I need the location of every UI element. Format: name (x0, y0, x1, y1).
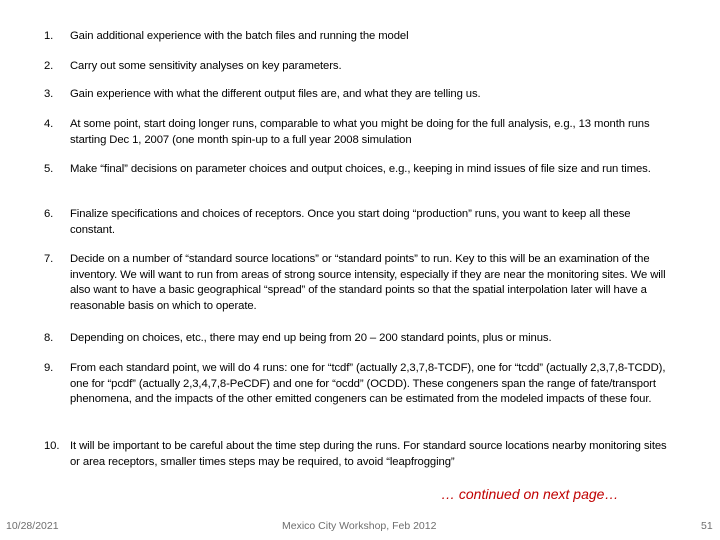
footer-title: Mexico City Workshop, Feb 2012 (282, 520, 437, 532)
item-number: 7. (44, 253, 54, 265)
item-number: 8. (44, 332, 54, 344)
item-text: Decide on a number of “standard source locations” or “standard points” to run. Key to this will be an examination of the inventory. We will want to run from areas of strong source intensity, especially if they are near the monitoring sites. We will also want to have a basic geographical “spread” of the standard points so that the spatial interpolation later will have a reasonable basis on which to operate. (70, 253, 666, 312)
item-text: Depending on choices, etc., there may end up being from 20 – 200 standard points, plus or minus. (70, 332, 552, 344)
item-number: 1. (44, 30, 54, 42)
item-number: 4. (44, 118, 54, 130)
item-number: 10. (44, 440, 60, 452)
item-number: 6. (44, 208, 54, 220)
item-number: 3. (44, 88, 54, 100)
item-number: 2. (44, 60, 54, 72)
continued-note: … continued on next page… (441, 486, 619, 502)
item-text: Gain experience with what the different output files are, and what they are telling us. (70, 88, 481, 100)
item-number: 9. (44, 362, 54, 374)
item-text: Gain additional experience with the batch files and running the model (70, 30, 409, 42)
item-text: Finalize specifications and choices of receptors. Once you start doing “production” runs, you want to keep all these constant. (70, 208, 631, 236)
item-number: 5. (44, 163, 54, 175)
item-text: From each standard point, we will do 4 runs: one for “tcdf” (actually 2,3,7,8-TCDF), one for “tcdd” (actually 2,3,7,8-TCDD), one for “pcdf” (actually 2,3,4,7,8-PeCDF) and one for “ocdd” (OCDD). These congeners span the range of fate/transport phenomena, and the impacts of the other emitted congeners can be estimated from the modeled impacts of these four. (70, 362, 666, 405)
footer-date: 10/28/2021 (6, 520, 59, 532)
item-text: At some point, start doing longer runs, comparable to what you might be doing for the full analysis, e.g., 13 month runs starting Dec 1, 2007 (one month spin-up to a full year 2008 simulation (70, 118, 650, 146)
item-text: It will be important to be careful about the time step during the runs. For standard source locations nearby monitoring sites or area receptors, smaller times steps may be required, to avoid “leapfrogging” (70, 440, 667, 468)
item-text: Make “final” decisions on parameter choices and output choices, e.g., keeping in mind issues of file size and run times. (70, 163, 651, 175)
page-number: 51 (701, 520, 713, 532)
item-text: Carry out some sensitivity analyses on key parameters. (70, 60, 342, 72)
